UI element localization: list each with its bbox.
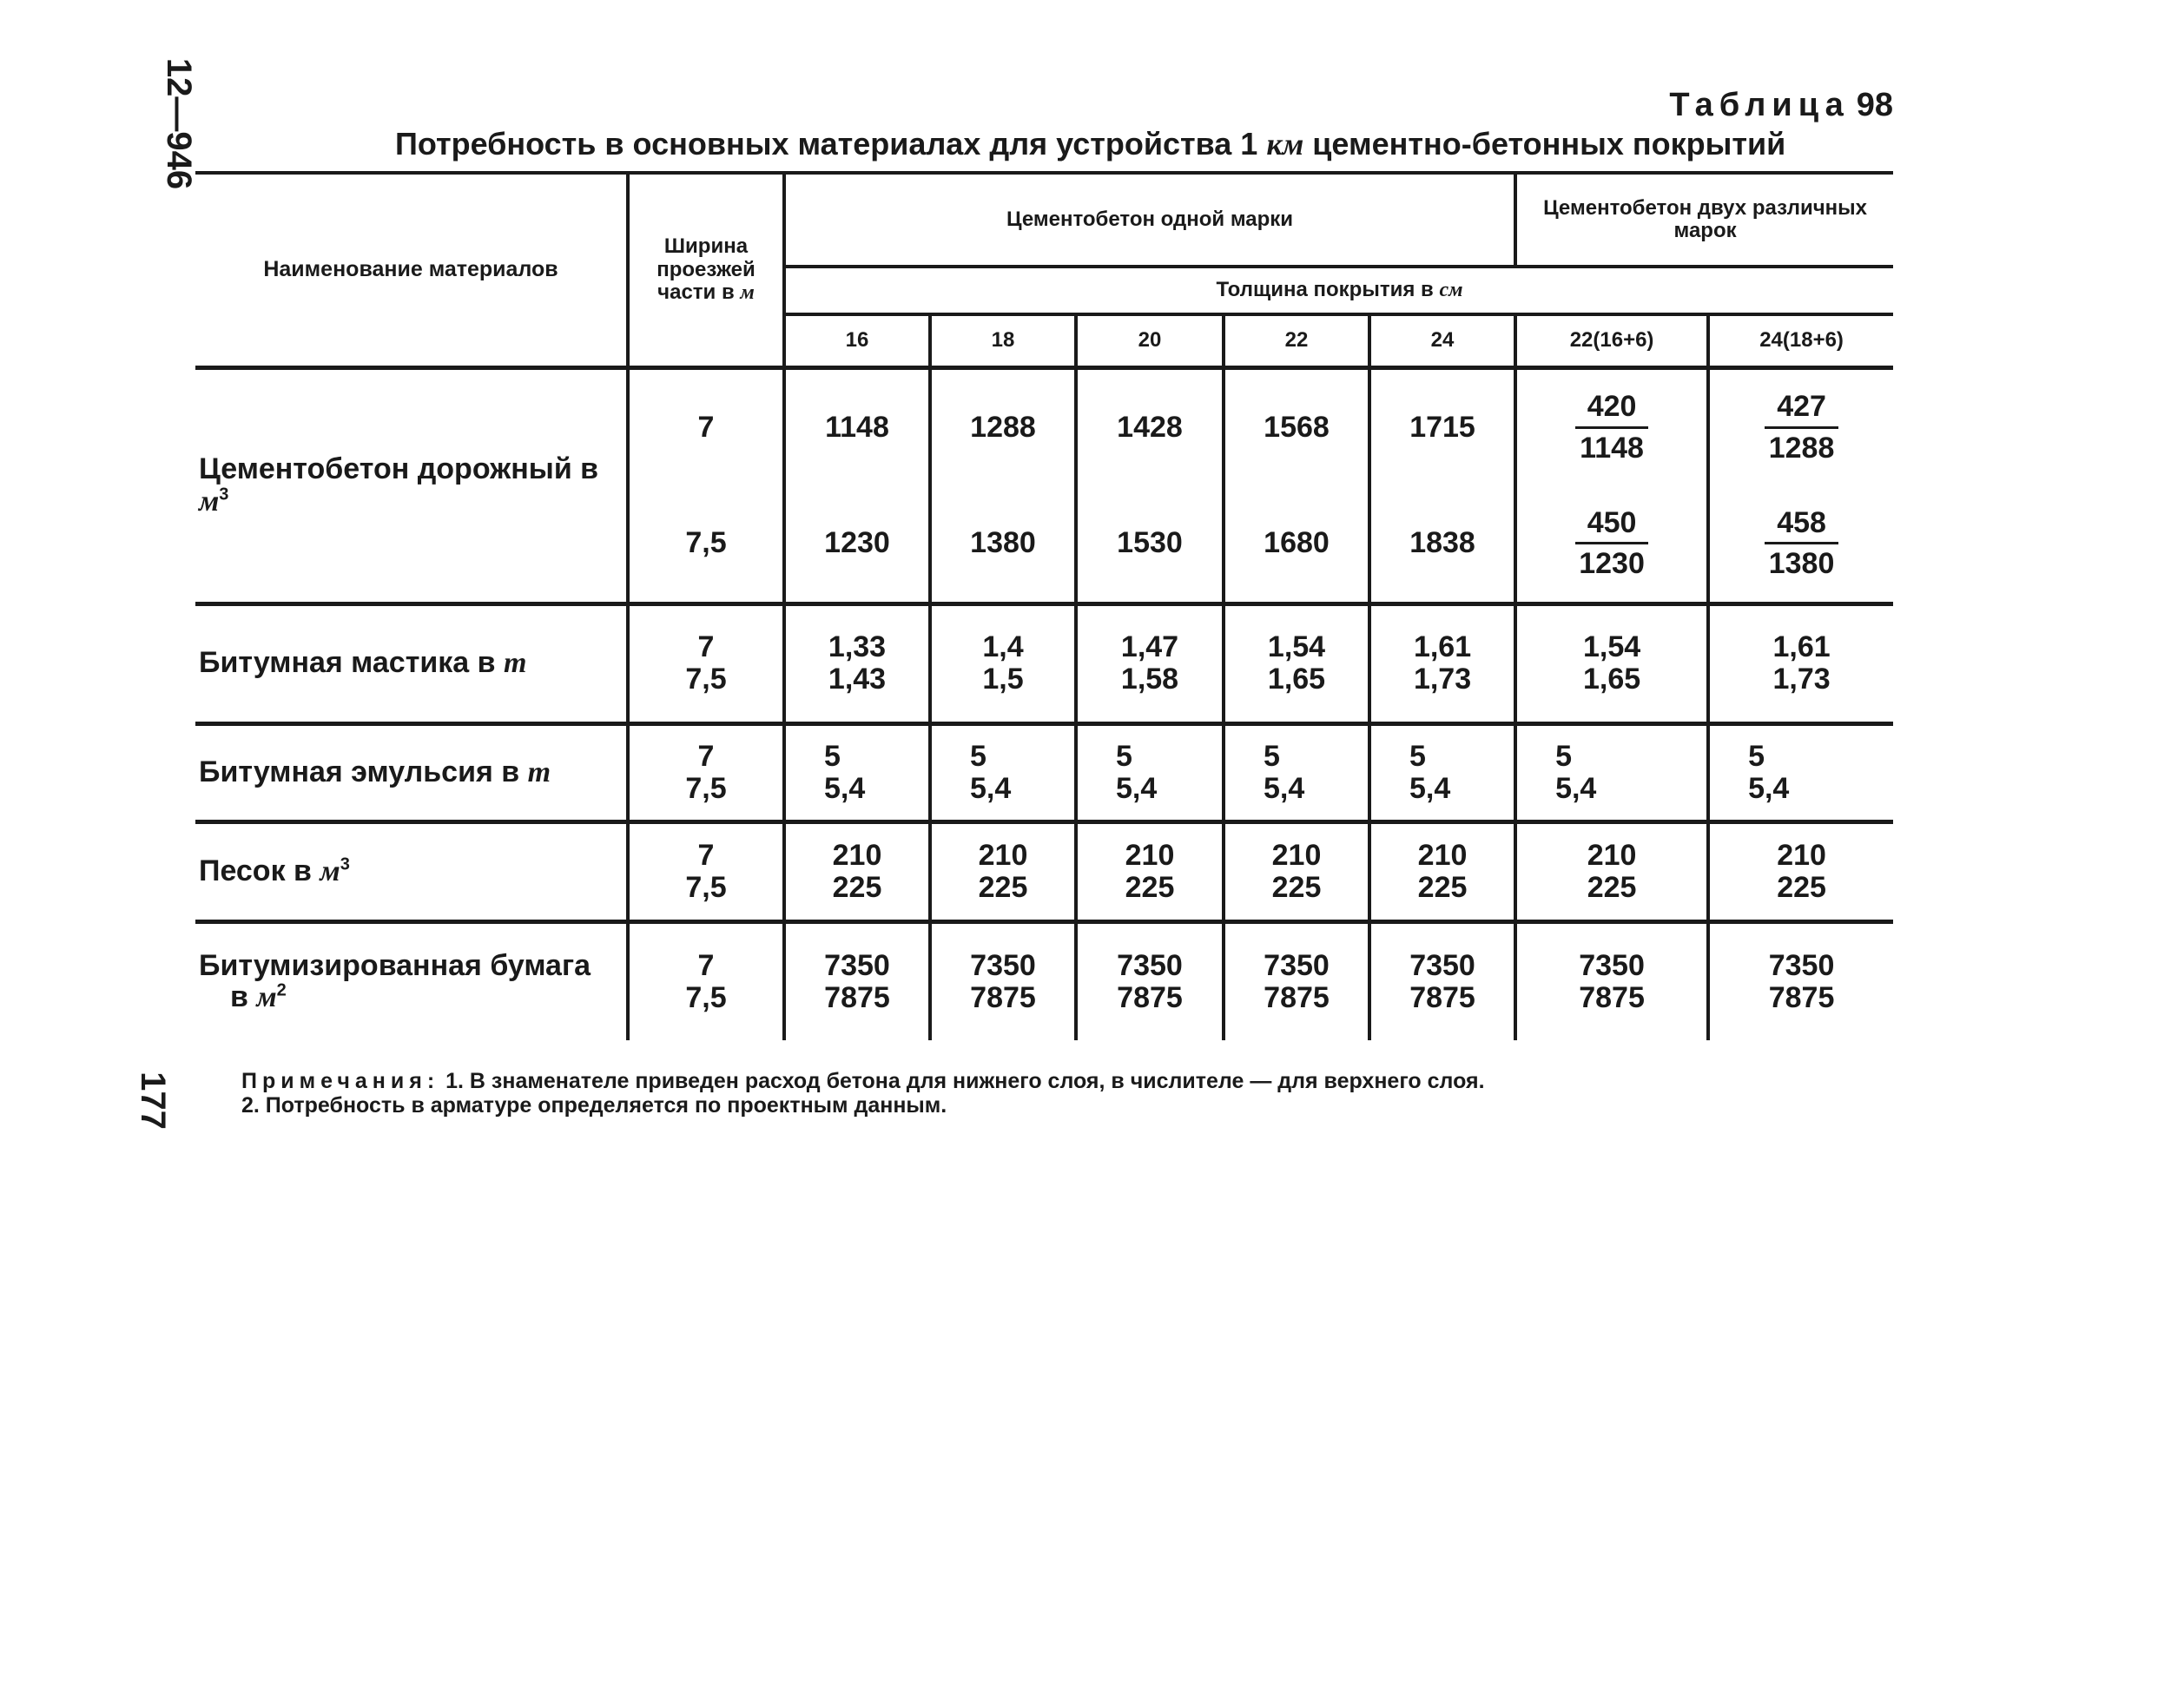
value: 5,4 [1555, 771, 1597, 805]
fraction-denominator: 1380 [1768, 547, 1835, 581]
value: 1,65 [1267, 663, 1326, 696]
value: 225 [1417, 870, 1468, 904]
value: 7875 [970, 980, 1036, 1014]
table-number: 98 [1856, 87, 1893, 123]
col-header: 22(16+6) [1515, 314, 1708, 367]
value: 1,73 [1772, 663, 1831, 696]
value: 7875 [1264, 980, 1330, 1014]
fraction [1765, 391, 1838, 464]
row-name-mastic [195, 603, 628, 723]
value: 7350 [970, 949, 1036, 983]
value: 7350 [1409, 949, 1475, 983]
value-cell: 1715 [1369, 367, 1515, 485]
header-thickness [784, 267, 1893, 314]
row-unit: м [320, 854, 340, 887]
value-cell [930, 603, 1076, 723]
fraction [1575, 507, 1649, 580]
width-cell: 7 [628, 367, 784, 485]
table-notes [241, 1070, 1485, 1118]
fraction-numerator: 450 [1575, 507, 1649, 545]
value-cell [1369, 821, 1515, 921]
value: 225 [1777, 870, 1826, 904]
title-unit: км [1266, 127, 1304, 162]
header-width [628, 173, 784, 367]
row-name-text: Цементобетон дорожный в [199, 452, 599, 485]
value: 225 [1271, 870, 1322, 904]
value: 1,47 [1120, 630, 1179, 664]
width-cell [628, 603, 784, 723]
value-cell [1369, 603, 1515, 723]
value-cell [1708, 603, 1893, 723]
value-cell [1224, 603, 1369, 723]
note-2: 2. Потребность в арматуре определяется по проектным данным. [241, 1092, 947, 1118]
value: 1,61 [1772, 630, 1831, 664]
value: 1,54 [1582, 630, 1641, 664]
value-cell: 1530 [1076, 485, 1224, 603]
width-cell: 7,5 [628, 485, 784, 603]
notes-label: Примечания: [241, 1069, 440, 1093]
value-cell [1369, 723, 1515, 821]
value: 7875 [1117, 980, 1183, 1014]
value: 5 [1748, 739, 1765, 773]
value: 1,5 [982, 663, 1024, 696]
row-unit-sup: 3 [219, 485, 229, 504]
table-row [195, 723, 1893, 821]
table-word: Таблица [1669, 87, 1850, 123]
value: 5 [1555, 739, 1572, 773]
row-unit-sup: 3 [340, 854, 350, 874]
value-cell [1224, 723, 1369, 821]
value-cell [1076, 921, 1224, 1040]
width-value: 7 [697, 949, 715, 983]
value: 210 [978, 838, 1028, 872]
col-header: 16 [784, 314, 930, 367]
value: 225 [978, 870, 1028, 904]
value-cell [1224, 921, 1369, 1040]
value: 1,65 [1582, 663, 1641, 696]
value: 7350 [1768, 949, 1835, 983]
value: 225 [1587, 870, 1637, 904]
width-value: 7 [697, 739, 715, 773]
header-single-grade: Цементобетон одной марки [784, 173, 1515, 267]
materials-table [195, 171, 1893, 1040]
value-cell [784, 603, 930, 723]
value: 5,4 [824, 771, 866, 805]
row-unit: м [199, 485, 220, 518]
table-row [195, 921, 1893, 1040]
value-cell [1708, 921, 1893, 1040]
value-cell [1515, 821, 1708, 921]
value: 1,43 [828, 663, 887, 696]
value-cell [1076, 821, 1224, 921]
header-material-name: Наименование материалов [195, 173, 628, 367]
row-name-paper [195, 921, 628, 1040]
value-cell [930, 723, 1076, 821]
header-row-groups [195, 173, 1893, 267]
col-header: 22 [1224, 314, 1369, 367]
header-width-unit: м [740, 280, 755, 304]
col-header: 24(18+6) [1708, 314, 1893, 367]
value-cell [1708, 821, 1893, 921]
value: 210 [1777, 838, 1826, 872]
value-cell [930, 921, 1076, 1040]
value-cell [1515, 603, 1708, 723]
value: 5 [1116, 739, 1132, 773]
header-thickness-text: Толщина покрытия в [1216, 278, 1434, 302]
value-cell: 1428 [1076, 367, 1224, 485]
value: 7875 [1579, 980, 1645, 1014]
value: 225 [832, 870, 882, 904]
fraction-cell [1515, 485, 1708, 603]
value: 5,4 [1748, 771, 1790, 805]
value: 5 [1409, 739, 1426, 773]
width-cell [628, 723, 784, 821]
value: 225 [1125, 870, 1175, 904]
value: 210 [1417, 838, 1468, 872]
row-unit: м [256, 981, 277, 1014]
value-cell [784, 723, 930, 821]
width-cell [628, 821, 784, 921]
value-cell [1515, 921, 1708, 1040]
value-cell [1369, 921, 1515, 1040]
width-value: 7,5 [685, 980, 727, 1014]
value-cell: 1568 [1224, 367, 1369, 485]
value: 1,33 [828, 630, 887, 664]
value: 1,4 [982, 630, 1024, 664]
row-name-text: в [230, 980, 248, 1014]
value: 7350 [824, 949, 890, 983]
value: 1,61 [1413, 630, 1472, 664]
table-title [395, 126, 1785, 162]
fraction-denominator: 1230 [1579, 547, 1645, 581]
value-cell [1708, 723, 1893, 821]
row-name-emulsion [195, 723, 628, 821]
row-name-text: Битумная эмульсия в [199, 755, 520, 788]
width-value: 7,5 [685, 870, 727, 904]
value-cell [930, 821, 1076, 921]
value-cell [1076, 603, 1224, 723]
value-cell [1224, 821, 1369, 921]
value: 7875 [1768, 980, 1835, 1014]
title-text-start: Потребность в основных материалах для устройства 1 [395, 126, 1258, 162]
value: 210 [1587, 838, 1637, 872]
value: 7875 [1409, 980, 1475, 1014]
fraction-numerator: 458 [1765, 507, 1838, 545]
row-name-text: Битумизированная бумага [199, 948, 591, 982]
value-cell [1515, 723, 1708, 821]
header-thickness-unit: см [1439, 279, 1463, 302]
value: 210 [832, 838, 882, 872]
value: 1,58 [1120, 663, 1179, 696]
fraction-cell [1515, 367, 1708, 485]
table-number-label [1669, 87, 1893, 124]
value-cell: 1288 [930, 367, 1076, 485]
value: 1,54 [1267, 630, 1326, 664]
width-value: 7 [697, 630, 715, 664]
value-cell: 1838 [1369, 485, 1515, 603]
fraction-cell [1708, 367, 1893, 485]
row-name-sand [195, 821, 628, 921]
fraction [1765, 507, 1838, 580]
value: 7350 [1264, 949, 1330, 983]
width-value: 7 [697, 838, 715, 872]
value: 5 [1264, 739, 1280, 773]
col-header: 20 [1076, 314, 1224, 367]
fraction-cell [1708, 485, 1893, 603]
page-number: 177 [133, 1072, 172, 1130]
value-cell [1076, 723, 1224, 821]
value: 210 [1125, 838, 1175, 872]
width-value: 7,5 [685, 771, 727, 805]
value: 5 [970, 739, 987, 773]
value: 210 [1271, 838, 1322, 872]
width-value: 7,5 [685, 663, 727, 696]
row-name-concrete [195, 367, 628, 603]
fraction-numerator: 420 [1575, 391, 1649, 429]
value: 7875 [824, 980, 890, 1014]
value: 5,4 [1409, 771, 1451, 805]
header-two-grades: Цементобетон двух различных марок [1515, 173, 1893, 267]
value-cell [784, 821, 930, 921]
value: 7350 [1117, 949, 1183, 983]
table-row [195, 367, 1893, 485]
col-header: 18 [930, 314, 1076, 367]
value: 5,4 [1264, 771, 1305, 805]
fraction [1575, 391, 1649, 464]
value: 5 [824, 739, 841, 773]
note-1: 1. В знаменателе приведен расход бетона для нижнего слоя, в числителе — для верхнего слоя. [445, 1069, 1485, 1093]
value: 1,73 [1413, 663, 1472, 696]
row-name-text: Битумная мастика в [199, 646, 496, 680]
title-text-end: цементно-бетонных покрытий [1312, 126, 1786, 162]
row-unit: т [503, 647, 527, 680]
fraction-denominator: 1148 [1580, 431, 1644, 465]
value: 5,4 [1116, 771, 1158, 805]
fraction-numerator: 427 [1765, 391, 1838, 429]
table-row [195, 603, 1893, 723]
row-name-text: Песок в [199, 854, 312, 887]
fraction-denominator: 1288 [1768, 431, 1835, 465]
row-unit: т [527, 755, 551, 788]
value-cell: 1230 [784, 485, 930, 603]
header-width-text: Ширина проезжей части в [657, 234, 756, 304]
col-header: 24 [1369, 314, 1515, 367]
value-cell: 1148 [784, 367, 930, 485]
value-cell: 1680 [1224, 485, 1369, 603]
value: 5,4 [970, 771, 1012, 805]
value-cell [784, 921, 930, 1040]
value: 7350 [1579, 949, 1645, 983]
row-unit-sup: 2 [276, 980, 287, 1000]
table-row [195, 821, 1893, 921]
width-cell [628, 921, 784, 1040]
page-code-label: 12—946 [160, 57, 199, 190]
value-cell: 1380 [930, 485, 1076, 603]
